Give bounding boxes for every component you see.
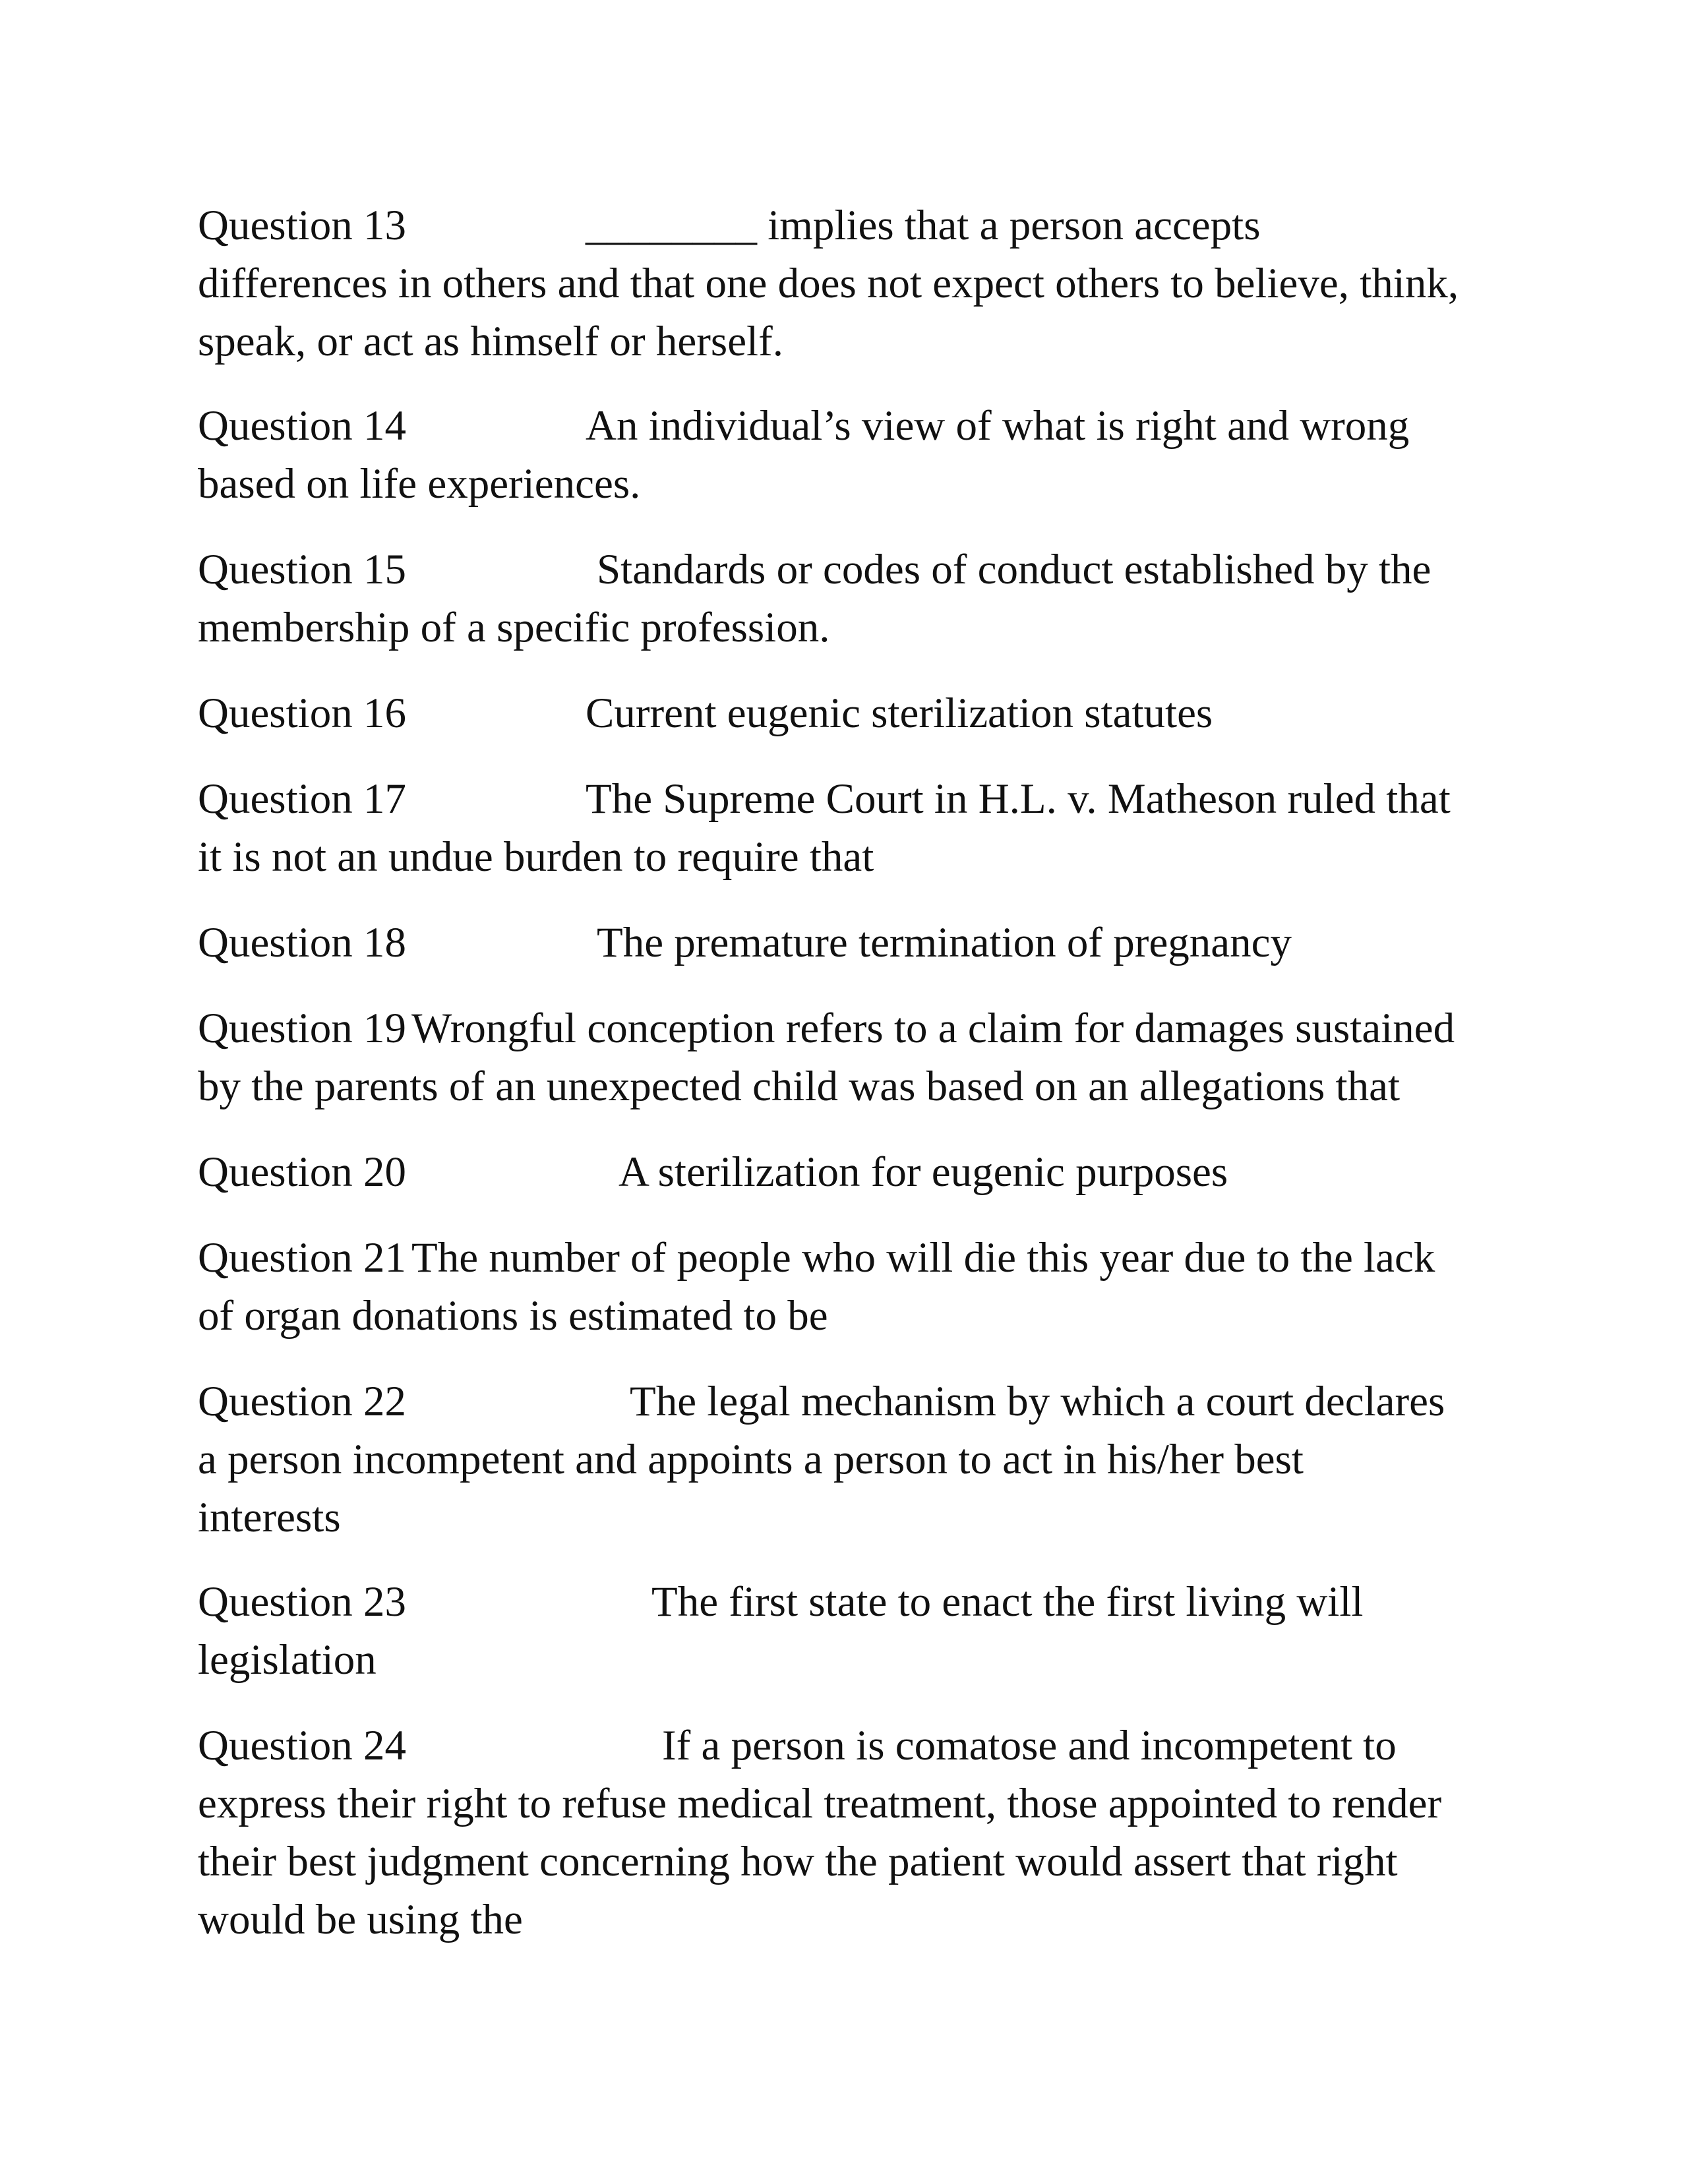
question-text-line: The first state to enact the first living will <box>651 1578 1364 1626</box>
question-text-line: The legal mechanism by which a court declares <box>630 1378 1445 1425</box>
question-text-line: A sterilization for eugenic purposes <box>618 1148 1228 1196</box>
question-text-line: speak, or act as himself or herself. <box>198 318 784 365</box>
question-number: Question 15 <box>198 546 406 593</box>
question-text-line: Wrongful conception refers to a claim for damages sustained <box>411 1005 1455 1052</box>
question-text-line: The premature termination of pregnancy <box>597 919 1292 966</box>
question-text-line: based on life experiences. <box>198 460 641 508</box>
question-number: Question 20 <box>198 1148 406 1196</box>
question-number: Question 13 <box>198 202 406 249</box>
question-number: Question 19 <box>198 1005 406 1052</box>
question-number: Question 21 <box>198 1234 406 1282</box>
question-text-line: by the parents of an unexpected child was based on an allegations that <box>198 1063 1401 1110</box>
question-text-line: interests <box>198 1494 341 1541</box>
question-text-line: The Supreme Court in H.L. v. Matheson ruled that <box>586 775 1451 823</box>
question-text-line: would be using the <box>198 1896 523 1943</box>
question-text-line: a person incompetent and appoints a person to act in his/her best <box>198 1436 1304 1483</box>
question-number: Question 16 <box>198 690 406 737</box>
question-text-line: If a person is comatose and incompetent to <box>662 1722 1397 1769</box>
question-number: Question 22 <box>198 1378 406 1425</box>
question-text-line: differences in others and that one does not expect others to believe, think, <box>198 260 1459 307</box>
question-text-line: their best judgment concerning how the patient would assert that right <box>198 1838 1398 1885</box>
question-text-line: of organ donations is estimated to be <box>198 1292 828 1340</box>
question-text-line: express their right to refuse medical treatment, those appointed to render <box>198 1780 1442 1827</box>
question-number: Question 18 <box>198 919 406 966</box>
question-number: Question 17 <box>198 775 406 823</box>
question-text-line: it is not an undue burden to require that <box>198 833 874 881</box>
question-number: Question 24 <box>198 1722 406 1769</box>
question-text-line: ________ implies that a person accepts <box>586 202 1261 249</box>
question-text-line: The number of people who will die this year due to the lack <box>411 1234 1435 1282</box>
question-number: Question 14 <box>198 402 406 450</box>
question-text-line: membership of a specific profession. <box>198 604 830 651</box>
question-text-line: legislation <box>198 1636 377 1684</box>
question-number: Question 23 <box>198 1578 406 1626</box>
question-text-line: An individual’s view of what is right and wrong <box>586 402 1410 450</box>
question-text-line: Current eugenic sterilization statutes <box>586 690 1213 737</box>
question-text-line: Standards or codes of conduct established by the <box>597 546 1432 593</box>
